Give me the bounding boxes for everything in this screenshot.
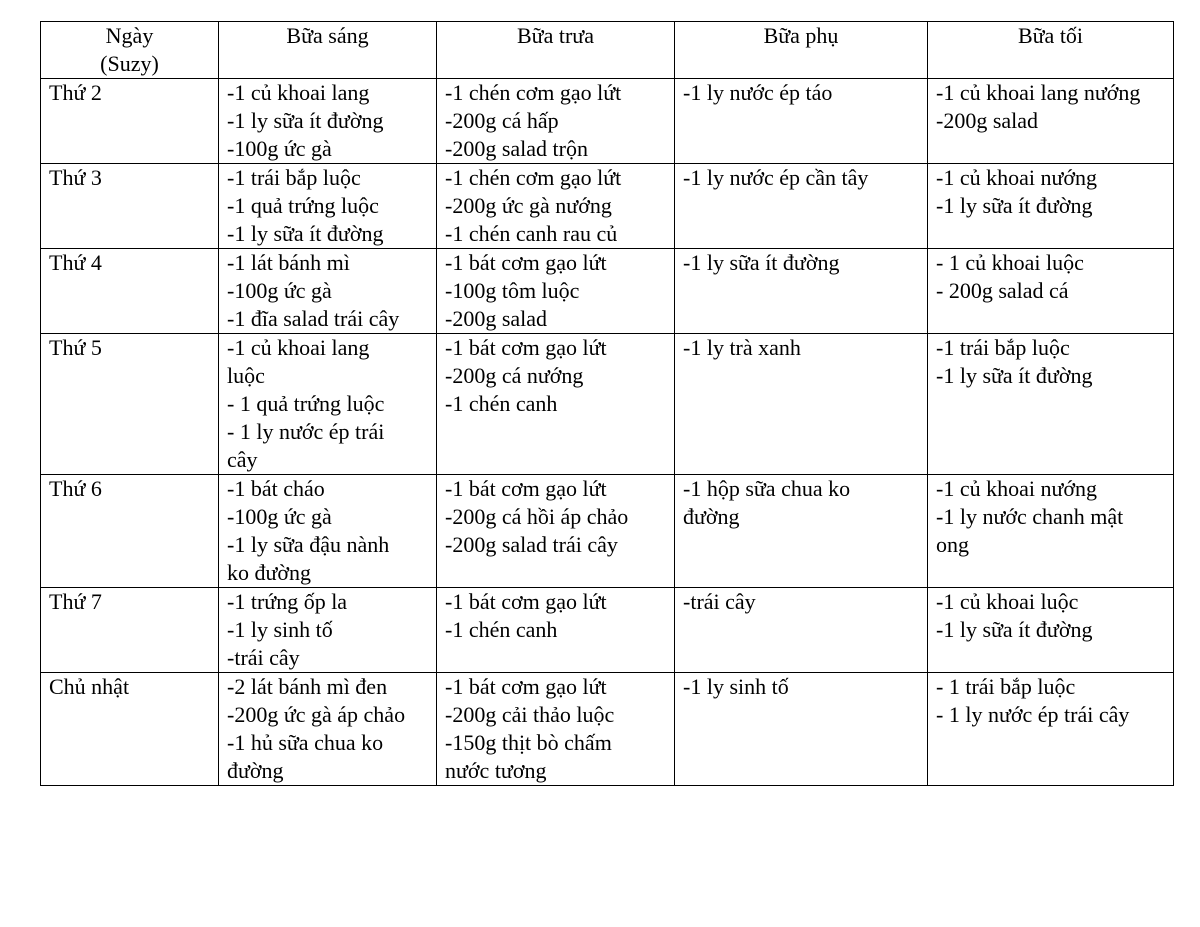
header-dinner: Bữa tối (928, 22, 1174, 79)
breakfast-cell: -1 củ khoai lang -1 ly sữa ít đường -100g ức gà (219, 79, 437, 164)
header-breakfast: Bữa sáng (219, 22, 437, 79)
dinner-cell: -1 trái bắp luộc -1 ly sữa ít đường (928, 334, 1174, 475)
table-row (41, 673, 1174, 786)
day-cell: Thứ 3 (41, 164, 219, 249)
day-cell: Chủ nhật (41, 673, 219, 786)
snack-cell: -1 ly nước ép táo (675, 79, 928, 164)
table-row (41, 164, 1174, 249)
lunch-cell: -1 chén cơm gạo lứt -200g cá hấp -200g salad trộn (437, 79, 675, 164)
day-cell: Thứ 4 (41, 249, 219, 334)
breakfast-cell: -1 lát bánh mì -100g ức gà -1 đĩa salad trái cây (219, 249, 437, 334)
lunch-cell: -1 bát cơm gạo lứt -100g tôm luộc -200g salad (437, 249, 675, 334)
breakfast-cell: -1 bát cháo -100g ức gà -1 ly sữa đậu nành ko đường (219, 475, 437, 588)
snack-cell: -trái cây (675, 588, 928, 673)
snack-cell: -1 ly sữa ít đường (675, 249, 928, 334)
header-row (41, 22, 1174, 79)
lunch-cell: -1 chén cơm gạo lứt -200g ức gà nướng -1 chén canh rau củ (437, 164, 675, 249)
header-day: Ngày (Suzy) (41, 22, 219, 79)
snack-cell: -1 ly sinh tố (675, 673, 928, 786)
lunch-cell: -1 bát cơm gạo lứt -200g cá hồi áp chảo -200g salad trái cây (437, 475, 675, 588)
dinner-cell: -1 củ khoai luộc -1 ly sữa ít đường (928, 588, 1174, 673)
snack-cell: -1 ly nước ép cần tây (675, 164, 928, 249)
day-cell: Thứ 2 (41, 79, 219, 164)
day-cell: Thứ 5 (41, 334, 219, 475)
dinner-cell: - 1 trái bắp luộc - 1 ly nước ép trái cây (928, 673, 1174, 786)
header-lunch: Bữa trưa (437, 22, 675, 79)
breakfast-cell: -1 trứng ốp la -1 ly sinh tố -trái cây (219, 588, 437, 673)
dinner-cell: - 1 củ khoai luộc - 200g salad cá (928, 249, 1174, 334)
breakfast-cell: -1 củ khoai lang luộc - 1 quả trứng luộc - 1 ly nước ép trái cây (219, 334, 437, 475)
table-row (41, 588, 1174, 673)
dinner-cell: -1 củ khoai lang nướng -200g salad (928, 79, 1174, 164)
table-row (41, 249, 1174, 334)
table-row (41, 79, 1174, 164)
day-cell: Thứ 7 (41, 588, 219, 673)
snack-cell: -1 ly trà xanh (675, 334, 928, 475)
day-cell: Thứ 6 (41, 475, 219, 588)
dinner-cell: -1 củ khoai nướng -1 ly nước chanh mật ong (928, 475, 1174, 588)
dinner-cell: -1 củ khoai nướng -1 ly sữa ít đường (928, 164, 1174, 249)
snack-cell: -1 hộp sữa chua ko đường (675, 475, 928, 588)
lunch-cell: -1 bát cơm gạo lứt -200g cá nướng -1 chén canh (437, 334, 675, 475)
lunch-cell: -1 bát cơm gạo lứt -1 chén canh (437, 588, 675, 673)
header-snack: Bữa phụ (675, 22, 928, 79)
lunch-cell: -1 bát cơm gạo lứt -200g cải thảo luộc -150g thịt bò chấm nước tương (437, 673, 675, 786)
table-row (41, 334, 1174, 475)
breakfast-cell: -2 lát bánh mì đen -200g ức gà áp chảo -1 hủ sữa chua ko đường (219, 673, 437, 786)
breakfast-cell: -1 trái bắp luộc -1 quả trứng luộc -1 ly sữa ít đường (219, 164, 437, 249)
table-row (41, 475, 1174, 588)
meal-plan-table (40, 21, 1174, 786)
